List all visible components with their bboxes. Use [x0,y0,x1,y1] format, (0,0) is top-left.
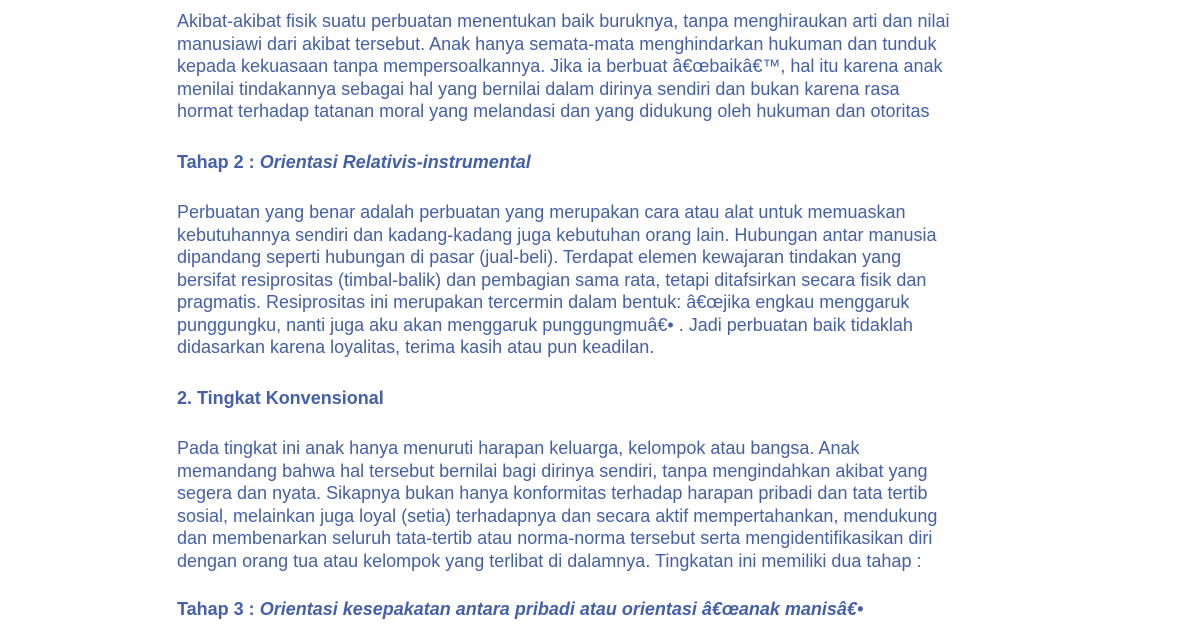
heading-prefix: Tahap 2 : [177,152,260,172]
text-line: punggungku, nanti juga aku akan menggaruk punggungmuâ€• . Jadi perbuatan baik tidaklah [177,314,913,335]
text-line: hormat terhadap tatanan moral yang melandasi dan yang didukung oleh hukuman dan otoritas [177,101,930,121]
text-line: sosial, melainkan juga loyal (setia) terhadapnya dan secara aktif mempertahankan, mendukung [177,505,938,526]
text-line: dengan orang tua atau kelompok yang terlibat di dalamnya. Tingkatan ini memiliki dua tahap : [177,550,922,571]
heading-stage-2 [177,151,531,174]
text-line: dan membenarkan seluruh tata-tertib atau norma-norma tersebut serta mengidentifikasikan diri [177,528,933,548]
heading-conventional-level [177,387,384,410]
text-line: dipandang seperti hubungan di pasar (jual-beli). Terdapat elemen kewajaran tindakan yang [177,247,902,267]
text-line: kepada kekuasaan tanpa mempersoalkannya. Jika ia berbuat â€œbaikâ€™, hal itu karena anak [177,56,943,76]
heading-title: Orientasi kesepakatan antara pribadi atau orientasi â€œanak manisâ€• [259,599,864,619]
text-line: segera dan nyata. Sikapnya bukan hanya konformitas terhadap harapan pribadi dan tata tertib [177,483,928,503]
text-line: menilai tindakannya sebagai hal yang bernilai dalam dirinya sendiri dan bukan karena rasa [177,78,900,99]
text-line: didasarkan karena loyalitas, terima kasih atau pun keadilan. [177,337,655,357]
paragraph-stage2-description [177,201,937,359]
text-line: manusiawi dari akibat tersebut. Anak hanya semata-mata menghindarkan hukuman dan tunduk [177,33,937,54]
text-line: kebutuhannya sendiri dan kadang-kadang juga kebutuhan orang lain. Hubungan antar manusia [177,224,937,245]
heading-prefix: Tahap 3 : [177,599,260,619]
text-line: Pada tingkat ini anak hanya menuruti harapan keluarga, kelompok atau bangsa. Anak [177,438,860,458]
text-line: pragmatis. Resiprositas ini merupakan tercermin dalam bentuk: â€œjika engkau menggaruk [177,292,910,312]
text-line: Perbuatan yang benar adalah perbuatan yang merupakan cara atau alat untuk memuaskan [177,202,906,222]
text-line: memandang bahwa hal tersebut bernilai bagi dirinya sendiri, tanpa mengindahkan akibat yang [177,460,928,481]
text-line: Akibat-akibat fisik suatu perbuatan menentukan baik buruknya, tanpa menghiraukan arti dan nilai [177,11,950,31]
paragraph-stage1-description [177,10,949,123]
heading-stage-3 [177,598,863,621]
paragraph-conventional-description [177,437,937,572]
text-line: bersifat resiprositas (timbal-balik) dan pembagian sama rata, tetapi ditafsirkan secara fisik dan [177,269,927,290]
heading-title: Orientasi Relativis-instrumental [259,152,531,172]
heading-text: 2. Tingkat Konvensional [177,388,384,408]
